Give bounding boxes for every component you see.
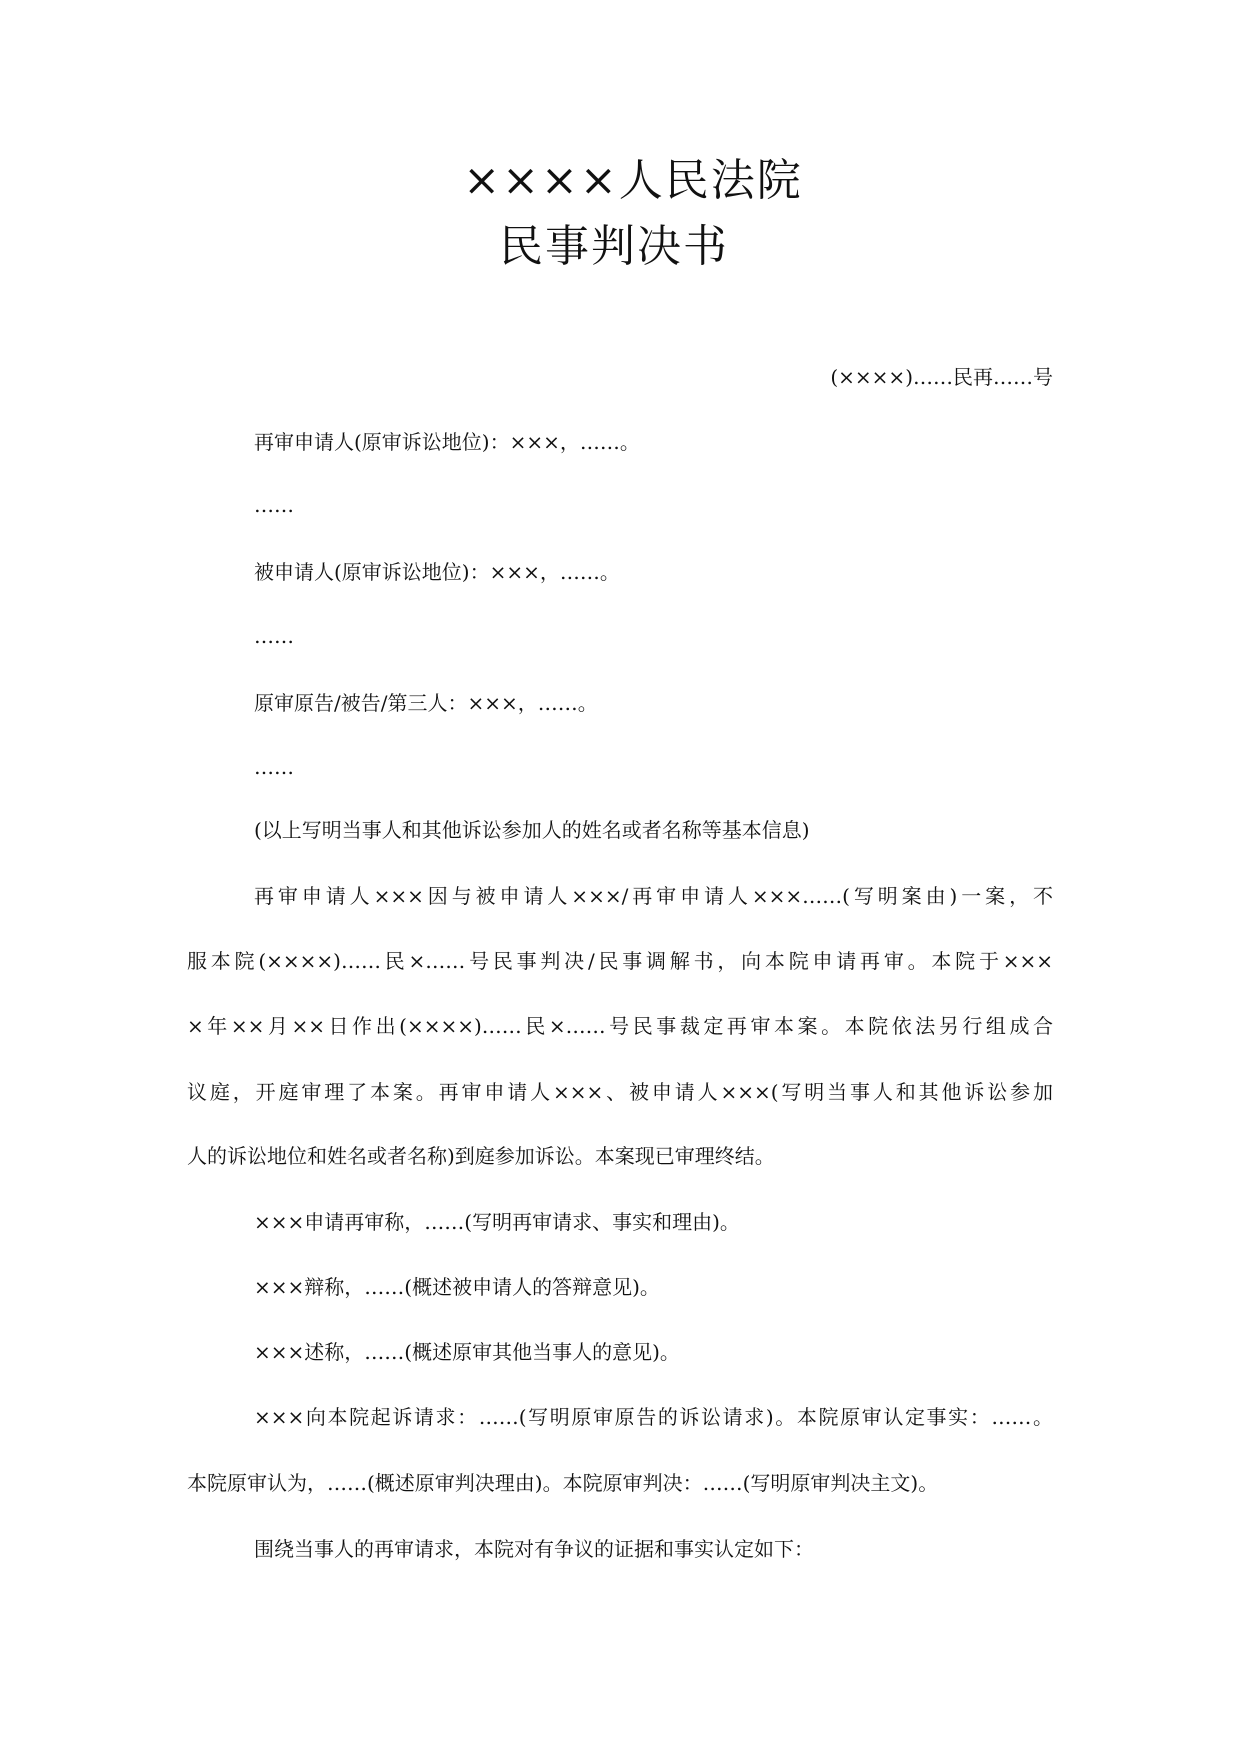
original-party-ellipsis: …… bbox=[254, 755, 294, 779]
applicant-line: 再审申请人(原审诉讼地位)：×××，……。 bbox=[254, 430, 640, 454]
parties-note: (以上写明当事人和其他诉讼参加人的姓名或者名称等基本信息) bbox=[254, 818, 810, 842]
applicant-ellipsis: …… bbox=[254, 493, 294, 517]
applicant-claim: ×××申请再审称，……(写明再审请求、事实和理由)。 bbox=[254, 1210, 740, 1234]
case-paragraph-line: 再审申请人×××因与被申请人×××/再审申请人×××……(写明案由)一案，不 bbox=[254, 884, 1053, 908]
case-paragraph-line: ×年××月××日作出(××××)……民×……号民事裁定再审本案。本院依法另行组成合 bbox=[187, 1014, 1053, 1038]
case-paragraph-line: 人的诉讼地位和姓名或者名称)到庭参加诉讼。本案现已审理终结。 bbox=[187, 1144, 775, 1168]
court-name-heading: ××××人民法院 bbox=[463, 155, 803, 206]
case-number: (××××)……民再……号 bbox=[830, 365, 1053, 389]
other-party-statement: ×××述称，……(概述原审其他当事人的意见)。 bbox=[254, 1340, 680, 1364]
finding-intro: 围绕当事人的再审请求，本院对有争议的证据和事实认定如下： bbox=[254, 1537, 814, 1561]
respondent-ellipsis: …… bbox=[254, 624, 294, 648]
respondent-defense: ×××辩称，……(概述被申请人的答辩意见)。 bbox=[254, 1275, 660, 1299]
original-party-line: 原审原告/被告/第三人：×××，……。 bbox=[254, 691, 598, 715]
respondent-line: 被申请人(原审诉讼地位)：×××，……。 bbox=[254, 560, 620, 584]
document-title: 民事判决书 bbox=[499, 221, 729, 272]
case-paragraph-line: 议庭，开庭审理了本案。再审申请人×××、被申请人×××(写明当事人和其他诉讼参加 bbox=[187, 1080, 1053, 1104]
original-trial-line: ×××向本院起诉请求：……(写明原审原告的诉讼请求)。本院原审认定事实：……。 bbox=[254, 1405, 1053, 1429]
original-trial-line: 本院原审认为，……(概述原审判决理由)。本院原审判决：……(写明原审判决主文)。 bbox=[187, 1471, 939, 1495]
case-paragraph-line: 服本院(××××)……民×……号民事判决/民事调解书，向本院申请再审。本院于××× bbox=[187, 949, 1053, 973]
